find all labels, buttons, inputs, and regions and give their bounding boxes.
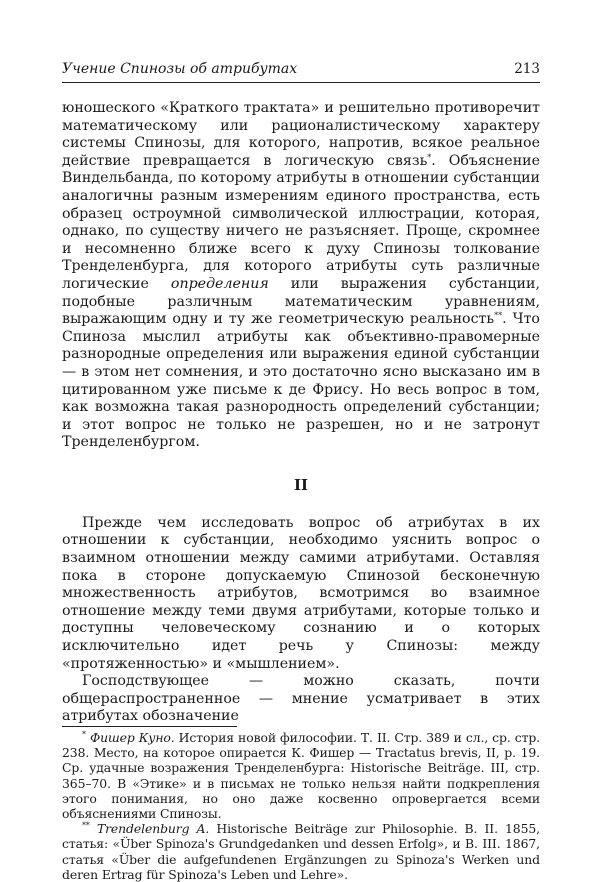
footnote-divider [62, 726, 237, 727]
footnote-mark: ** [82, 821, 90, 831]
paragraph: Господствующее — можно сказать, почти общераспространенное — мнение усматривает в этих атрибутах обозначение [62, 673, 540, 725]
paragraph-text: . Что Спиноза мыслил атрибуты как объективно-правомерные разнородные определения или выражения единой субстанции — в этом нет сомнения, и это достаточно ясно высказано им в цитированном уже письме к де Фрису. Но весь вопрос в том, как возможна такая разнородность определений субстанции; и этот вопрос не только не разрешен, но и не затронут Тренделенбургом. [62, 311, 540, 451]
footnote [62, 821, 540, 882]
footnotes [62, 730, 540, 882]
paragraph-continued [62, 100, 540, 452]
running-title: Учение Спинозы об атрибутах [62, 61, 298, 77]
footnote-ref-1: * [427, 152, 432, 162]
footnote-text: Historische Beiträge zur Philosophie. B. II. 1855, статья: «Über Spinoza's Grundgedanken und dessen Erfolg», и B. III. 1867, статья «Über die aufgefundenen Ergänzungen zu Spinoza's Werken und deren Ertrag für Spinoza's Leben und Lehre». [62, 821, 540, 882]
emphasized-term: определения [170, 275, 269, 292]
footnote-mark: * [82, 730, 86, 739]
footnote [62, 730, 540, 821]
page-number: 213 [514, 61, 540, 77]
book-page [62, 60, 540, 882]
footnote-ref-2: ** [494, 311, 503, 321]
paragraph-text: . Объяснение Виндельбанда, по которому атрибуты в отношении субстанции аналогичны разным измерениям единого пространства, есть образец остроумной символической иллюстрации, которая, однако, по существу ничего не разъясняет. Проще, скромнее и несомненно ближе всего к духу Спинозы толкование Тренделенбурга, для которого атрибуты суть различные логические [62, 152, 541, 292]
footnote-text: История новой философии. Т. II. Стр. 389 и сл., ср. стр. 238. Место, на которое опирается К. Фишер — Tractatus brevis, II, p. 19. Ср. удачные возражения Тренделенбурга: Historische Beiträge. III, стр. 365–70. В «Этике» и в письмах не только нельзя найти подкрепления этого понимания, но оно даже косвенно опровергается всеми объяснениями Спинозы. [62, 730, 540, 822]
section-heading: II [293, 475, 309, 494]
footnote-author: Фишер Куно. [89, 730, 175, 745]
body-text [62, 100, 540, 726]
paragraph-text: или выражения субстанции, подобные различным математическим уравнениям, выражающим одну и ту же геометрическую реальность [62, 275, 540, 328]
paragraph: Прежде чем исследовать вопрос об атрибутах в их отношении к субстанции, необходимо уяснить вопрос о взаимном отношении между самими атрибутами. Оставляя пока в стороне допускаемую Спинозой бесконечную множественность атрибутов, всмотримся во взаимное отношение между теми двумя атрибутами, которые только и доступны человеческому сознанию и о которых исключительно идет речь у Спинозы: между «протяженностью» и «мышлением». [62, 514, 540, 672]
running-header [62, 60, 540, 83]
paragraph-text: юношеского «Краткого трактата» и решительно противоречит математическому или рационалистическому характеру системы Спинозы, для которого, напротив, всякое реальное действие превращается в логическую связь [62, 100, 540, 169]
footnote-author: Trendelenburg A. [96, 821, 210, 837]
